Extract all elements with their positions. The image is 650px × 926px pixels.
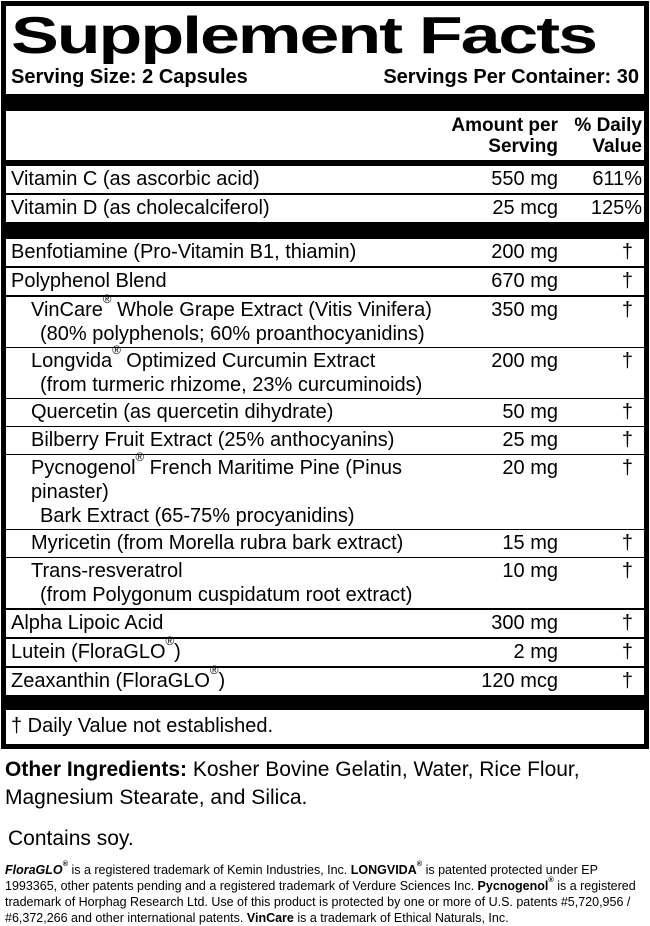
column-header-row [6,111,644,166]
ingredient-name-line2: Bark Extract (65-75% procyanidins) [40,505,355,528]
ingredient-daily-value: † [621,670,633,693]
supplement-facts-panel [1,1,649,749]
ingredient-daily-value: † [621,641,633,664]
ingredient-amount: 120 mcg [481,670,558,693]
ingredient-row-vitamin-d [6,195,644,222]
ingredient-amount: 200 mg [491,350,558,373]
other-ingredients [5,756,645,812]
ingredient-amount: 15 mg [502,532,558,555]
ingredient-daily-value: 611% [592,168,642,191]
other-ingredients-label: Other Ingredients: [5,758,188,782]
ingredient-amount: 350 mg [491,299,558,322]
ingredient-daily-value: † [621,241,633,264]
ingredient-name: Bilberry Fruit Extract (25% anthocyanins) [31,429,395,452]
ingredient-amount: 20 mg [502,457,558,480]
ingredient-amount: 2 mg [513,641,558,664]
other-ingredients-text: Kosher Bovine Gelatin, Water, Rice Flour, Magnesium Stearate, and Silica. [5,758,580,810]
servings-per-container-text: Servings Per Container: 30 [383,66,639,89]
ingredient-row-pycnogenol [6,451,644,530]
ingredient-name-line1: Pycnogenol® French Maritime Pine (Pinus pinaster) [31,451,402,504]
ingredient-daily-value: † [621,429,633,452]
ingredient-amount: 10 mg [502,560,558,583]
ingredient-name: Benfotiamine (Pro-Vitamin B1, thiamin) [11,241,357,264]
ingredient-name: Zeaxanthin (FloraGLO®) [11,664,226,693]
ingredient-amount: 300 mg [491,612,558,635]
column-header-amount [438,115,558,157]
dv-header-line2: Value [592,136,642,158]
divider-bar-thick-bottom [6,695,644,710]
ingredient-daily-value: † [621,350,633,373]
ingredient-row-quercetin [6,399,644,427]
ingredient-name-line1: Longvida® Optimized Curcumin Extract [31,344,376,373]
divider-bar-thick-middle [6,222,644,239]
amount-header-line2: Serving [488,136,558,158]
ingredient-amount: 25 mcg [492,197,558,220]
ingredient-amount: 670 mg [491,270,558,293]
ingredient-name-line1: VinCare® Whole Grape Extract (Vitis Vinifera) [31,293,432,322]
ingredient-name [11,451,438,528]
ingredient-row-vitamin-c [6,166,644,195]
ingredient-row-alpha-lipoic-acid [6,610,644,639]
ingredient-name-line2: (from turmeric rhizome, 23% curcuminoids) [40,374,423,397]
ingredient-daily-value: † [621,270,633,293]
ingredient-name: Polyphenol Blend [11,270,167,293]
daily-value-footnote: † Daily Value not established. [11,715,274,738]
column-header-spacer [6,115,438,157]
ingredient-amount: 25 mg [502,429,558,452]
allergen-statement: Contains soy. [8,827,134,851]
ingredient-amount: 550 mg [491,168,558,191]
ingredient-row-bilberry [6,427,644,455]
ingredient-daily-value: 125% [590,197,642,220]
ingredient-daily-value: † [621,612,633,635]
ingredient-amount: 200 mg [491,241,558,264]
ingredient-name-line2: (80% polyphenols; 60% proanthocyanidins) [40,323,425,346]
ingredient-row-polyphenol-blend [6,268,644,297]
ingredient-name: Vitamin C (as ascorbic acid) [11,168,260,191]
ingredient-name-line1: Trans-resveratrol [31,560,183,583]
ingredient-row-zeaxanthin [6,664,644,695]
ingredient-name [11,344,438,397]
panel-title-text: Supplement Facts [11,7,596,65]
ingredient-name: Quercetin (as quercetin dihydrate) [31,401,334,424]
serving-info-row [6,64,644,94]
ingredient-row-vincare-grape-extract [6,293,644,348]
ingredient-name: Alpha Lipoic Acid [11,612,164,635]
below-panel-section [0,756,650,926]
ingredient-name-line2: (from Polygonum cuspidatum root extract) [40,584,413,607]
ingredient-name [11,293,438,346]
panel-title [6,6,644,64]
ingredient-row-trans-resveratrol [6,558,644,610]
trademark-fine-print: FloraGLO® is a registered trademark of Kemin Industries, Inc. LONGVIDA® is patented protected under EP 1993365, other patents pending and a registered trademark of Verdure Sciences Inc. Pycnogenol® is a registered trademark of Horphag Research Ltd. Use of this product is protected by one or more of U.S. patents #5,720,956 / #6,372,266 and other international patents. VinCare is a trademark of Ethical Naturals, Inc. [5,858,636,926]
ingredient-daily-value: † [621,299,633,322]
ingredient-daily-value: † [621,457,633,480]
ingredient-row-myricetin [6,530,644,558]
ingredient-row-longvida-curcumin [6,344,644,399]
column-header-daily-value [558,115,644,157]
ingredient-daily-value: † [621,560,633,583]
amount-header-line1: Amount per [451,115,558,137]
ingredient-name: Vitamin D (as cholecalciferol) [11,197,270,220]
divider-bar-thick-top [6,94,644,111]
ingredient-row-lutein [6,635,644,668]
ingredient-daily-value: † [621,532,633,555]
ingredient-name: Lutein (FloraGLO®) [11,635,181,664]
dv-header-line1: % Daily [574,115,642,137]
ingredient-row-benfotiamine [6,239,644,268]
ingredient-amount: 50 mg [502,401,558,424]
ingredient-name: Myricetin (from Morella rubra bark extract) [31,532,404,555]
serving-size-text: Serving Size: 2 Capsules [11,66,248,89]
ingredient-daily-value: † [621,401,633,424]
ingredient-name [11,559,438,607]
